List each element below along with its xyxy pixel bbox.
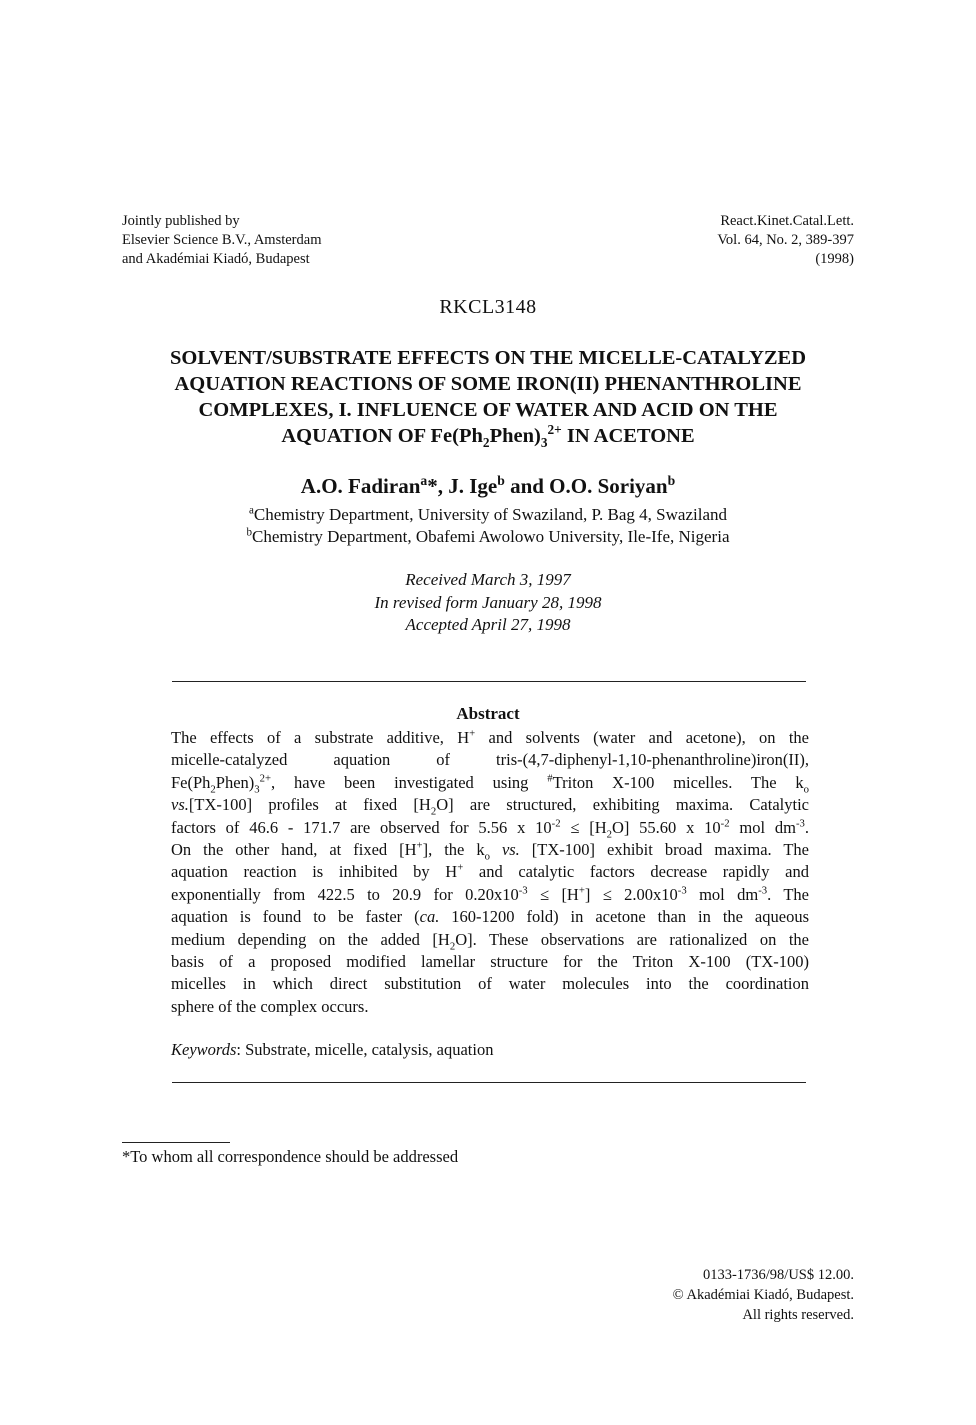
keywords: Keywords: Substrate, micelle, catalysis, aquation <box>171 1040 494 1059</box>
article-title <box>100 345 876 449</box>
abstract-line: On the other hand, at fixed [H+], the $k_o$ vs. [TX-100] exhibit broad maxima. The <box>171 839 809 863</box>
title-line: AQUATION OF $Fe(Ph_2Phen)_3^{2+}$ IN ACETONE <box>281 422 695 451</box>
divider <box>172 681 806 682</box>
abstract-line: $Fe(Ph_2Phen)_3^{2+}$, have been investigated using #Triton X-100 micelles. The $k_o$ <box>171 772 810 796</box>
publisher-line: and Akadémiai Kiadó, Budapest <box>122 251 310 267</box>
abstract-line: factors of 46.6 - 171.7 are observed for 5.56 x $10^{-2} \le [H_2O]$ 55.60 x $10^{-2}$ mol $dm^{-3}$. <box>171 817 809 840</box>
journal-year: (1998) <box>815 251 854 267</box>
keywords-text: Substrate, micelle, catalysis, aquation <box>240 1040 494 1059</box>
author-list: A.O. Fadiran$^a$*, J. Ige$^b$ and O.O. Soriyan$^b$ <box>300 473 676 498</box>
abstract-body <box>171 727 809 1018</box>
abstract-line: aquation reaction is inhibited by H+ and catalytic factors decrease rapidly and <box>171 861 809 882</box>
title-line: AQUATION REACTIONS OF SOME IRON(II) PHENANTHROLINE <box>174 373 802 395</box>
author-name: A.O. Fadiran <box>300 474 421 498</box>
abstract-heading: Abstract <box>456 704 520 723</box>
abstract-line: micelles in which direct substitution of water molecules into the coordination <box>171 974 809 994</box>
publisher-line: Jointly published by <box>122 213 240 229</box>
affiliations <box>0 504 976 548</box>
journal-name: React.Kinet.Catal.Lett. <box>720 213 854 229</box>
abstract-line: aquation is found to be faster (ca. 160-1200 fold) in acetone than in the aqueous <box>171 907 810 927</box>
author-name: , J. Ige <box>437 474 498 498</box>
article-dates <box>0 569 976 637</box>
abstract-line: exponentially from 422.5 to 20.9 for $0.20x10^{-3} \le [H^+] \le 2.00x10^{-3}$ mol $dm^{-3}$. The <box>171 884 809 904</box>
keywords-label: Keywords <box>171 1040 237 1059</box>
copyright-owner: © Akadémiai Kiadó, Budapest. <box>672 1287 854 1303</box>
journal-info <box>717 212 854 269</box>
affiliation: $^a$Chemistry Department, University of Swaziland, P. Bag 4, Swaziland <box>249 504 727 524</box>
abstract-line: medium depending on the added $[H_2O]$. These observations are rationalized on the <box>171 929 809 952</box>
publisher-line: Elsevier Science B.V., Amsterdam <box>122 232 322 248</box>
abstract-line: vs.[TX-100] profiles at fixed $[H_2O]$ are structured, exhibiting maxima. Catalytic <box>171 795 809 818</box>
footnote: *To whom all correspondence should be addressed <box>122 1147 459 1166</box>
affiliation: $^b$Chemistry Department, Obafemi Awolowo University, Ile-Ife, Nigeria <box>246 526 730 546</box>
received-date: Received March 3, 1997 <box>405 570 571 589</box>
footnote-rule <box>122 1142 230 1143</box>
title-line: COMPLEXES, I. INFLUENCE OF WATER AND ACID ON THE <box>198 399 778 421</box>
author-name: and O.O. Soriyan <box>504 474 668 498</box>
accepted-date: Accepted April 27, 1998 <box>405 615 571 634</box>
abstract-line: sphere of the complex occurs. <box>171 996 369 1016</box>
abstract-line: The effects of a substrate additive, H+ and solvents (water and acetone), on the <box>171 727 809 747</box>
publisher-info <box>122 212 321 269</box>
article-code: RKCL3148 <box>439 296 537 318</box>
divider <box>172 1082 806 1083</box>
abstract-line: basis of a proposed modified lamellar structure for the Triton X-100 (TX-100) <box>171 952 809 972</box>
copyright-block <box>673 1265 854 1325</box>
title-line: SOLVENT/SUBSTRATE EFFECTS ON THE MICELLE-CATALYZED <box>169 347 807 369</box>
abstract-line: micelle-catalyzed aquation of tris-(4,7-diphenyl-1,10-phenanthroline)iron(II), <box>171 750 809 770</box>
journal-volume: Vol. 64, No. 2, 389-397 <box>717 232 854 248</box>
copyright-rights: All rights reserved. <box>742 1307 854 1323</box>
copyright-code: 0133-1736/98/US$ 12.00. <box>702 1267 854 1283</box>
revised-date: In revised form January 28, 1998 <box>374 592 602 612</box>
